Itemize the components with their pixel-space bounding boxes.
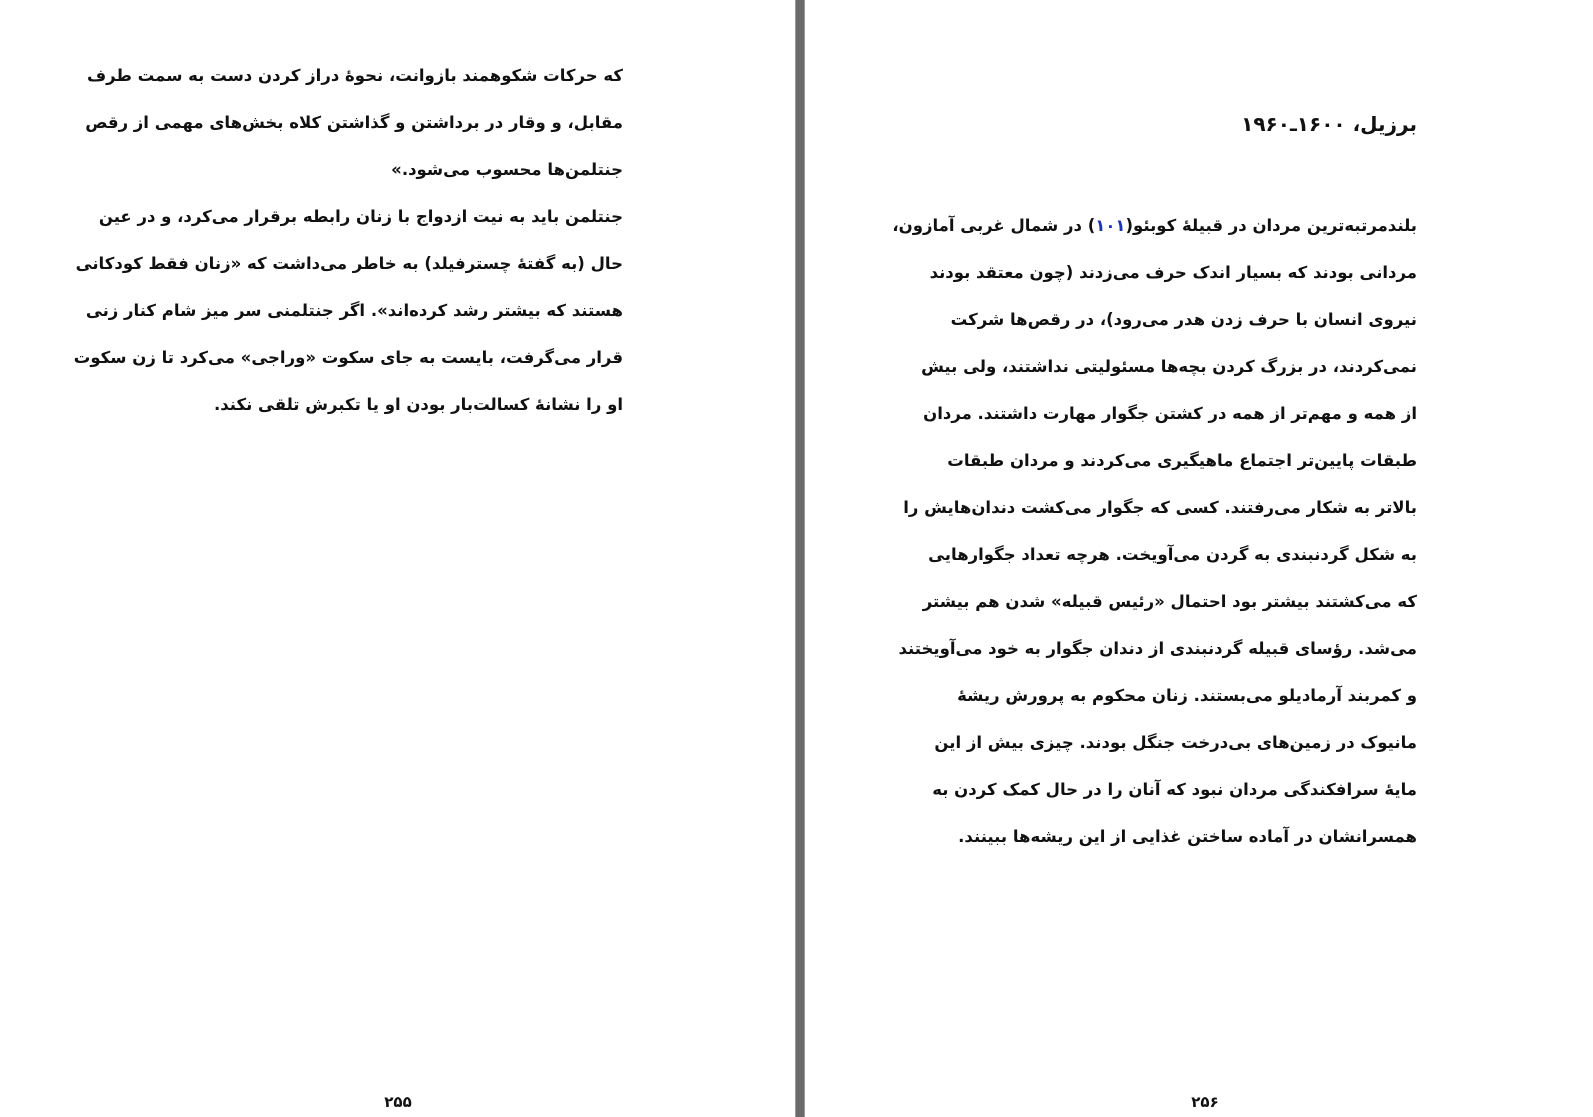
text-line-with-footnote xyxy=(892,202,1417,249)
text-line: به شکل گردنبندی به گردن می‌آویخت. هرچه تعداد جگوارهایی xyxy=(928,545,1417,564)
text-line: که حرکات شکوهمند بازوانت، نحوهٔ دراز کردن دست به سمت طرف xyxy=(86,66,623,85)
book-spine-divider xyxy=(795,0,805,1117)
text-line: مقابل، و وقار در برداشتن و گذاشتن کلاه بخش‌های مهمی از رقص xyxy=(85,113,623,132)
chapter-title: برزیل، ۱۶۰۰ـ۱۹۶۰ xyxy=(1241,112,1417,136)
text-line: حال (به گفتهٔ چسترفیلد) به خاطر می‌داشت که «زنان فقط کودکانی xyxy=(75,254,623,273)
page-number: ۲۵۵ xyxy=(384,1093,412,1111)
text-line: مردانی بودند که بسیار اندک حرف می‌زدند (چون معتقد بودند xyxy=(929,263,1417,282)
text-line: نیروی انسان با حرف زدن هدر می‌رود)، در رقص‌ها شرکت xyxy=(950,310,1417,329)
text-line: می‌شد. رؤسای قبیله گردنبندی از دندان جگوار به خود می‌آویختند xyxy=(898,639,1417,658)
left-page-text xyxy=(73,52,623,428)
footnote-paren-open: ( xyxy=(1125,216,1134,235)
page-number: ۲۵۶ xyxy=(1191,1093,1219,1111)
text-line: مانیوک در زمین‌های بی‌درخت جنگل بودند. چیزی بیش از این xyxy=(934,733,1417,752)
footnote-link[interactable]: ۱۰۱ xyxy=(1095,216,1126,235)
text-line: جنتلمن‌ها محسوب می‌شود.» xyxy=(391,160,623,179)
text-line: از همه و مهم‌تر از همه در کشتن جگوار مهارت داشتند. مردان xyxy=(923,404,1417,423)
right-page-text xyxy=(892,202,1417,860)
text-segment: بلندمرتبه‌ترین مردان در قبیلهٔ کوبئو xyxy=(1133,216,1417,235)
text-line: قرار می‌گرفت، بایست به جای سکوت «وراجی» می‌کرد تا زن سکوت xyxy=(73,348,623,367)
text-line: هستند که بیشتر رشد کرده‌اند». اگر جنتلمنی سر میز شام کنار زنی xyxy=(85,301,623,320)
text-line: و کمربند آرمادیلو می‌بستند. زنان محکوم به پرورش ریشهٔ xyxy=(957,686,1417,705)
text-line: طبقات پایین‌تر اجتماع ماهیگیری می‌کردند و مردان طبقات xyxy=(947,451,1417,470)
text-line: همسرانشان در آماده ساختن غذایی از این ریشه‌ها ببینند. xyxy=(958,827,1417,846)
text-line: که می‌کشتند بیشتر بود احتمال «رئیس قبیله» شدن هم بیشتر xyxy=(922,592,1417,611)
text-line: نمی‌کردند، در بزرگ کردن بچه‌ها مسئولیتی نداشتند، ولی بیش xyxy=(921,357,1417,376)
text-segment: در شمال غربی آمازون، xyxy=(892,216,1088,235)
left-page xyxy=(0,0,795,1117)
text-line: بالاتر به شکار می‌رفتند. کسی که جگوار می‌کشت دندان‌هایش را xyxy=(903,498,1417,517)
text-line: مایهٔ سرافکندگی مردان نبود که آنان را در حال کمک کردن به xyxy=(932,780,1417,799)
text-line: جنتلمن باید به نیت ازدواج با زنان رابطه برقرار می‌کرد، و در عین xyxy=(98,207,623,226)
footnote-paren-close: ) xyxy=(1087,216,1096,235)
right-page xyxy=(805,0,1593,1117)
text-line: او را نشانهٔ کسالت‌بار بودن او یا تکبرش تلقی نکند. xyxy=(213,395,623,414)
